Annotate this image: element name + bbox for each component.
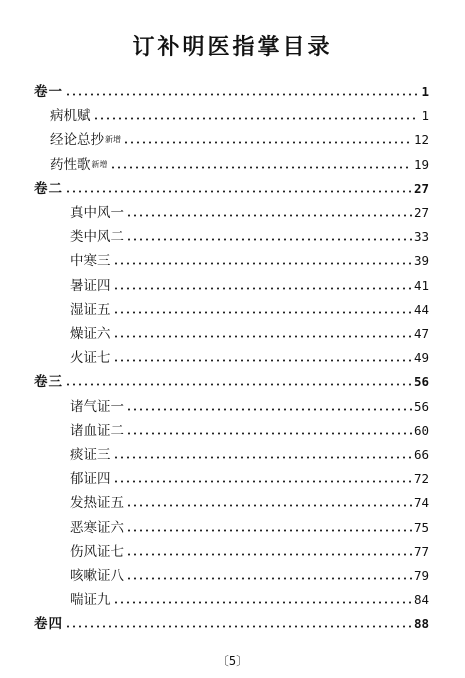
- page-title: 订补明医指掌目录: [132, 34, 333, 60]
- entry-label: 中寒三: [70, 253, 111, 270]
- dot-leader: [110, 166, 412, 169]
- dot-leader: [126, 529, 412, 532]
- toc-entry: [70, 274, 429, 294]
- entry-label: 痰证三: [70, 447, 111, 463]
- dot-leader: [126, 238, 412, 241]
- entry-page-number: 74: [413, 495, 429, 511]
- entry-page-number: 60: [413, 422, 429, 438]
- dot-leader: [65, 383, 412, 386]
- page-number: 〔5〕: [216, 654, 249, 668]
- entry-page-number: 66: [413, 447, 429, 462]
- dot-leader: [126, 408, 412, 411]
- entry-page-number: 77: [413, 543, 429, 559]
- entry-page-number: 12: [413, 132, 429, 148]
- entry-page-number: 88: [413, 616, 429, 632]
- entry-label: 咳嗽证八: [70, 568, 124, 584]
- toc-entry: [70, 322, 429, 342]
- dot-leader: [113, 480, 412, 483]
- toc-entry: [50, 128, 429, 148]
- entry-label: 药性歌: [50, 156, 91, 173]
- toc-entry: [70, 419, 429, 439]
- dot-leader: [113, 456, 412, 459]
- toc-entry: [70, 588, 429, 608]
- toc-entry: [70, 467, 429, 487]
- entry-page-number: 44: [413, 301, 429, 317]
- toc-volume-entry: [34, 612, 429, 632]
- dot-leader: [113, 335, 412, 338]
- entry-label: 诸气证一: [70, 398, 124, 415]
- entry-label: 喘证九: [70, 592, 111, 609]
- entry-label: 卷四: [34, 616, 63, 633]
- entry-page-number: 1: [421, 108, 429, 124]
- dot-leader: [65, 625, 412, 628]
- dot-leader: [113, 359, 412, 362]
- entry-label: 发热证五: [70, 495, 124, 512]
- dot-leader: [126, 504, 412, 507]
- entry-page-number: 41: [413, 277, 429, 293]
- entry-note: 新增: [105, 135, 121, 145]
- entry-label: 卷一: [34, 84, 63, 100]
- toc-entry: [50, 153, 429, 173]
- toc-entry: [70, 540, 429, 560]
- toc-entry: [70, 249, 429, 269]
- toc-entry: [70, 298, 429, 318]
- entry-label: 真中风一: [70, 205, 124, 221]
- entry-page-number: 1: [421, 84, 429, 99]
- toc-entry: [70, 491, 429, 511]
- entry-label: 恶寒证六: [70, 519, 124, 536]
- entry-page-number: 49: [413, 350, 429, 366]
- entry-page-number: 84: [413, 592, 429, 608]
- dot-leader: [123, 141, 412, 144]
- toc-entry: [70, 346, 429, 366]
- entry-page-number: 39: [413, 253, 429, 269]
- entry-label: 暑证四: [70, 277, 111, 294]
- entry-label: 卷二: [34, 180, 63, 197]
- toc-entry: [70, 225, 429, 245]
- entry-label: 湿证五: [70, 301, 111, 318]
- entry-page-number: 56: [413, 374, 429, 390]
- entry-label: 诸血证二: [70, 422, 124, 439]
- dot-leader: [126, 577, 412, 580]
- dot-leader: [65, 190, 412, 193]
- entry-page-number: 75: [413, 519, 429, 535]
- toc-volume-entry: [34, 80, 429, 100]
- entry-page-number: 47: [413, 326, 429, 341]
- entry-label: 经论总抄: [50, 132, 104, 149]
- dot-leader: [126, 553, 412, 556]
- toc-entry: [70, 564, 429, 584]
- dot-leader: [126, 432, 412, 435]
- entry-label: 病机赋: [50, 108, 91, 125]
- entry-page-number: 19: [413, 156, 429, 172]
- entry-label: 卷三: [34, 374, 63, 391]
- entry-page-number: 72: [413, 471, 429, 487]
- entry-page-number: 56: [413, 398, 429, 414]
- dot-leader: [113, 601, 412, 604]
- entry-page-number: 79: [413, 568, 429, 583]
- entry-note: 新增: [91, 159, 108, 169]
- dot-leader: [65, 93, 419, 96]
- entry-page-number: 27: [413, 205, 429, 220]
- dot-leader: [113, 287, 412, 290]
- entry-label: 郁证四: [70, 471, 111, 488]
- dot-leader: [126, 214, 412, 217]
- entry-label: 伤风证七: [70, 543, 124, 560]
- entry-page-number: 27: [413, 180, 429, 196]
- entry-label: 火证七: [70, 350, 111, 367]
- toc-volume-entry: [34, 177, 429, 197]
- dot-leader: [113, 311, 412, 314]
- entry-label: 类中风二: [70, 229, 124, 246]
- entry-label: 燥证六: [70, 326, 111, 342]
- toc-entry: [70, 395, 429, 415]
- toc-volume-entry: [34, 370, 429, 390]
- dot-leader: [93, 117, 420, 120]
- toc-entry: [70, 443, 429, 463]
- toc-entry: [70, 201, 429, 221]
- toc-entry: [70, 516, 429, 536]
- dot-leader: [113, 262, 412, 265]
- toc-entry: [50, 104, 429, 124]
- entry-page-number: 33: [413, 229, 429, 245]
